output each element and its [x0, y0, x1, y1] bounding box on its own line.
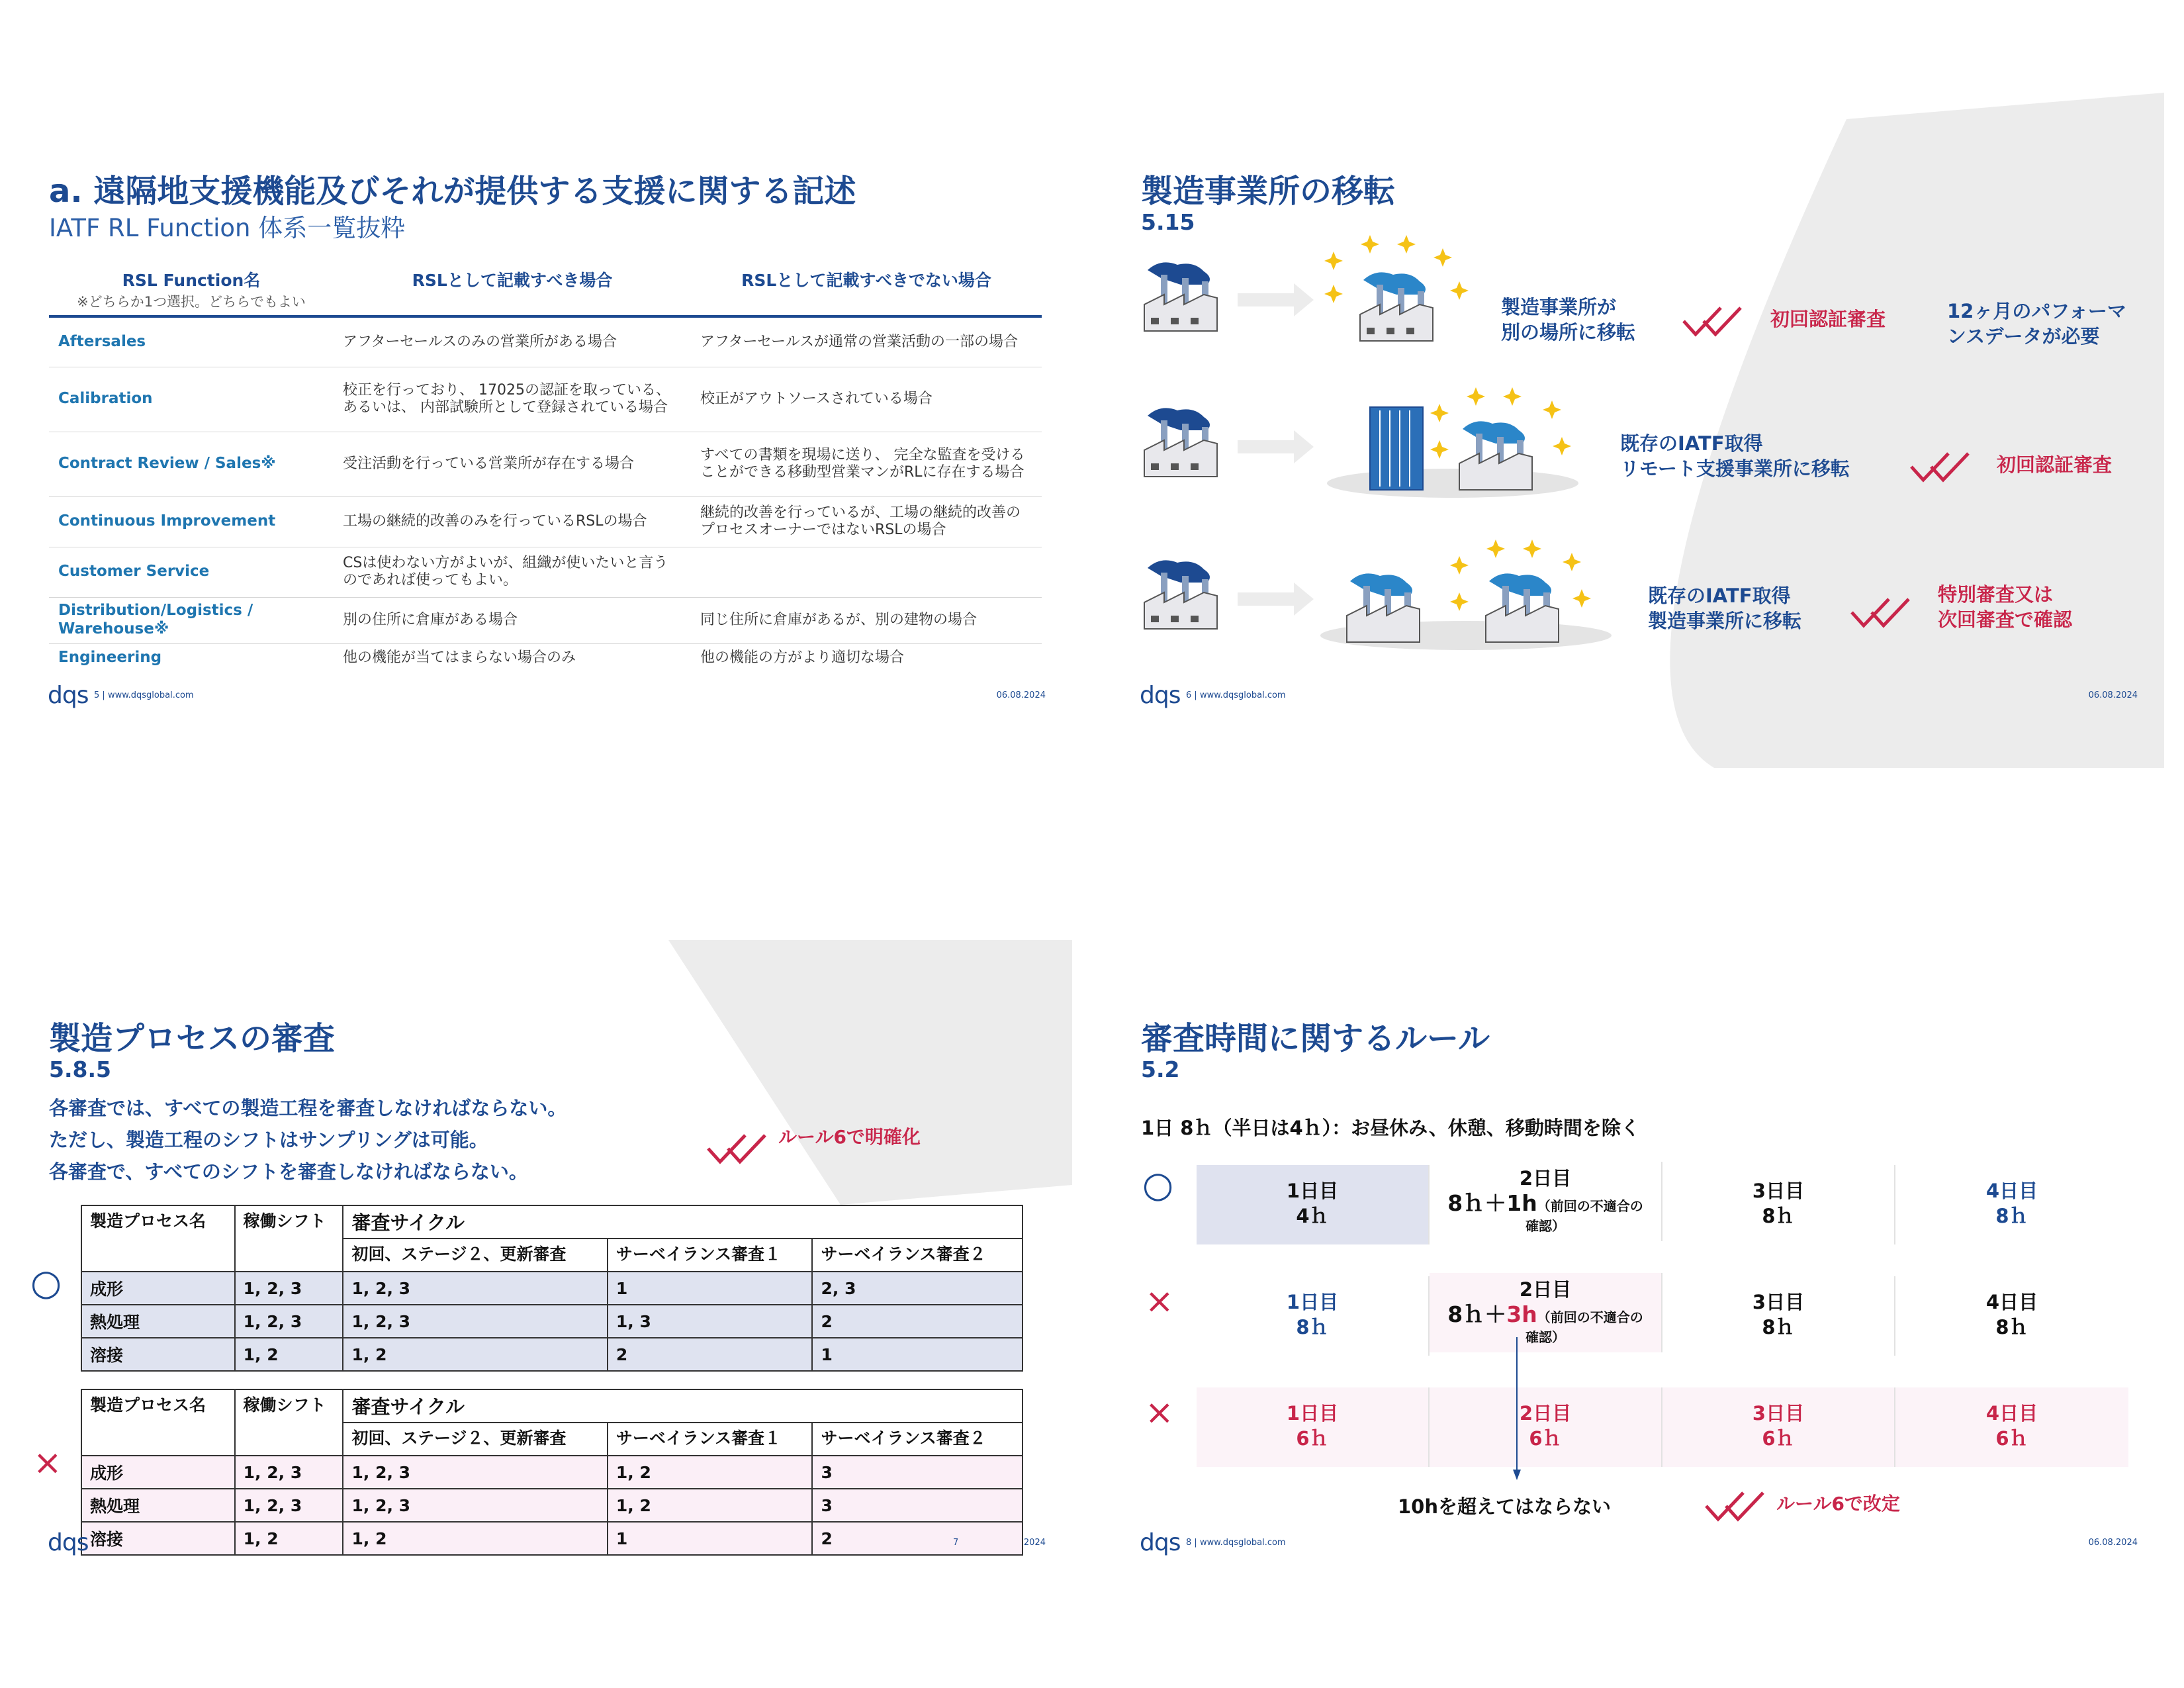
- factory-icon: [1141, 404, 1220, 480]
- day-hours: 8ｈ＋1h: [1447, 1190, 1537, 1216]
- check-icon: [1850, 596, 1913, 629]
- ng-mark: ×: [33, 1443, 62, 1483]
- table-row: [49, 547, 1042, 597]
- cell: 成形: [81, 1272, 235, 1305]
- case-yes: 工場の継続的改善のみを行っているRSLの場合: [334, 496, 691, 547]
- function-name: Contract Review / Sales※: [49, 432, 334, 496]
- function-name: Calibration: [49, 367, 334, 432]
- rule-note: ルール6で明確化: [778, 1126, 921, 1148]
- day-hours: 8ｈ: [1296, 1316, 1329, 1338]
- cell: 1, 2, 3: [235, 1489, 343, 1522]
- table-row: [49, 496, 1042, 547]
- footer-date: 2024: [1023, 1538, 1046, 1548]
- case-no: 継続的改善を行っているが、工場の継続的改善のプロセスオーナーではないRSLの場合: [691, 496, 1042, 547]
- arrow-right-icon: [1238, 583, 1314, 616]
- plan-ok-day-1: [1197, 1165, 1430, 1244]
- arrow-down-icon: [1512, 1337, 1522, 1483]
- move-case-3-result: [1938, 583, 2072, 632]
- table-row: [81, 1522, 1023, 1555]
- table-row: [49, 367, 1042, 432]
- table-row: [49, 643, 1042, 673]
- cell: 成形: [81, 1456, 235, 1489]
- label-line: 製造事業所が: [1501, 296, 1617, 318]
- footer-page: 8 | www.dqsglobal.com: [1186, 1538, 1286, 1548]
- day-label: 4日目: [1985, 1402, 2038, 1425]
- slide-6: [1118, 93, 2164, 768]
- header-process: 製造プロセス名: [81, 1205, 235, 1272]
- body-line: 各審査で、すべてのシフトを審査しなければならない。: [49, 1160, 528, 1183]
- day-hours: 8ｈ: [1995, 1316, 2028, 1338]
- ok-mark: ○: [1142, 1164, 1174, 1205]
- col-header-function: [49, 263, 334, 316]
- rsl-function-table: [49, 263, 1042, 673]
- cell: 2: [812, 1522, 1023, 1555]
- rule-note: ルール6で改定: [1776, 1493, 1900, 1515]
- move-case-3-label: [1648, 584, 1801, 633]
- slide7-section: 5.8.5: [49, 1056, 111, 1082]
- day-label: 1日目: [1286, 1402, 1339, 1425]
- table-row: [49, 316, 1042, 367]
- factory-icon: [1141, 258, 1220, 334]
- body-line: ただし、製造工程のシフトはサンプリングは可能。: [49, 1129, 488, 1151]
- two-factories-icon: [1317, 536, 1615, 652]
- footer-date: 06.08.2024: [2088, 1538, 2138, 1548]
- cell: 2: [608, 1338, 813, 1371]
- table-row: [49, 432, 1042, 496]
- case-yes: 別の住所に倉庫がある場合: [334, 597, 691, 643]
- page-number: 8: [1186, 1538, 1192, 1548]
- cell: 溶接: [81, 1338, 235, 1371]
- plan-ok-day-4: [1895, 1165, 2128, 1244]
- move-case-1-note: [1947, 299, 2126, 349]
- case-yes: 他の機能が当てはまらない場合のみ: [343, 649, 576, 667]
- header-cycle: 審査サイクル: [343, 1389, 1023, 1423]
- day-hours: 8ｈ: [1995, 1205, 2028, 1227]
- day-label: 4日目: [1985, 1291, 2038, 1313]
- cell: 1, 2: [235, 1338, 343, 1371]
- move-case-2-label: [1620, 432, 1850, 481]
- col-header-no: RSLとして記載すべきでない場合: [691, 263, 1042, 316]
- day-label: 1日目: [1286, 1291, 1339, 1313]
- case-no: 他の機能の方がより適切な場合: [700, 649, 905, 667]
- page-number: 5: [94, 690, 100, 700]
- cell: 1: [812, 1338, 1023, 1371]
- note-line: 12ヶ月のパフォーマ: [1947, 300, 2126, 322]
- plan-ng2-day-2: [1430, 1387, 1662, 1467]
- body-line: 各審査では、すべての製造工程を審査しなければならない。: [49, 1097, 567, 1119]
- slide7-body: [49, 1092, 567, 1188]
- check-icon: [707, 1132, 770, 1165]
- header-cycle: 審査サイクル: [343, 1205, 1023, 1239]
- slide5-title: a. 遠隔地支援機能及びそれが提供する支援に関する記述: [49, 173, 856, 210]
- function-name: Distribution/Logistics / Warehouse※: [49, 597, 334, 643]
- plan-ng1-day-1: [1197, 1276, 1430, 1356]
- day-hours-over: 3h: [1506, 1301, 1537, 1327]
- limit-text: 10hを超えてはならない: [1398, 1495, 1612, 1518]
- check-icon: [1682, 305, 1745, 338]
- header-initial: 初回、ステージ２、更新審査: [343, 1239, 607, 1272]
- header-shift: 稼働シフト: [235, 1205, 343, 1272]
- plan-ng1-day-2: [1430, 1273, 1662, 1352]
- footer-page: 5 | www.dqsglobal.com: [94, 690, 194, 700]
- footer-site: www.dqsglobal.com: [107, 690, 194, 700]
- table-row: [81, 1456, 1023, 1489]
- slide8-section: 5.2: [1141, 1056, 1180, 1082]
- case-no: アフターセールスが通常の営業活動の一部の場合: [691, 316, 1042, 367]
- label-line: 既存のIATF取得: [1620, 432, 1763, 455]
- page-number: 6: [1186, 690, 1192, 700]
- header-surv2: サーベイランス審査２: [812, 1423, 1023, 1456]
- case-no: 校正がアウトソースされている場合: [691, 367, 1042, 432]
- cell: 1, 2, 3: [235, 1305, 343, 1338]
- function-name: Customer Service: [49, 547, 334, 597]
- day-hours: 6ｈ: [1529, 1427, 1562, 1450]
- label-line: リモート支援事業所に移転: [1620, 457, 1850, 480]
- plan-ok-day-2: [1430, 1162, 1662, 1241]
- day-hours: 6ｈ: [1995, 1427, 2028, 1450]
- label-line: 別の場所に移転: [1501, 320, 1636, 344]
- day-label: 4日目: [1985, 1180, 2038, 1202]
- dqs-logo: dqs: [48, 1529, 89, 1556]
- arrow-right-icon: [1238, 430, 1314, 463]
- process-table-ok: [81, 1205, 1023, 1372]
- cell: 1, 2, 3: [235, 1456, 343, 1489]
- day-hours: 4ｈ: [1296, 1205, 1329, 1227]
- cell: 1, 2: [343, 1522, 607, 1555]
- day-hours: 6ｈ: [1296, 1427, 1329, 1450]
- slide-5: [26, 93, 1072, 768]
- footer-site: www.dqsglobal.com: [1199, 1538, 1286, 1548]
- label-line: 製造事業所に移転: [1648, 609, 1802, 632]
- cell: 1, 2, 3: [343, 1305, 607, 1338]
- footer-date: 06.08.2024: [996, 690, 1046, 700]
- case-yes: アフターセールスのみの営業所がある場合: [334, 316, 691, 367]
- cell: 3: [812, 1489, 1023, 1522]
- cell: 1, 2: [235, 1522, 343, 1555]
- case-yes: 校正を行っており、 17025の認証を取っている、あるいは、 内部試験所として登録されている場合: [334, 367, 691, 432]
- footer-page: [953, 1538, 958, 1548]
- cell: 1, 2, 3: [235, 1272, 343, 1305]
- table-row: [81, 1489, 1023, 1522]
- cell: 熱処理: [81, 1489, 235, 1522]
- day-extra: （前回の不適合の: [1537, 1309, 1643, 1325]
- case-no: [691, 547, 1042, 597]
- footer-page: 6 | www.dqsglobal.com: [1186, 690, 1286, 700]
- case-yes: 受注活動を行っている営業所が存在する場合: [334, 432, 691, 496]
- dqs-logo: dqs: [1140, 1529, 1181, 1556]
- page-number: 7: [953, 1538, 959, 1548]
- function-name: Aftersales: [49, 316, 334, 367]
- day-hours: 6ｈ: [1762, 1427, 1795, 1450]
- day-label: 2日目: [1519, 1402, 1572, 1425]
- table-row: [81, 1272, 1023, 1305]
- cell: 1: [608, 1272, 813, 1305]
- ok-mark: ○: [30, 1262, 62, 1303]
- slide8-title: 審査時間に関するルール: [1141, 1020, 1490, 1057]
- plan-ng2-day-4: [1895, 1387, 2128, 1467]
- day-hours: 8ｈ＋: [1447, 1301, 1507, 1327]
- cell: 1, 2, 3: [343, 1272, 607, 1305]
- col-header-function-note: ※どちらか1つ選択。どちらでもよい: [77, 294, 306, 310]
- label-line: 既存のIATF取得: [1648, 585, 1791, 607]
- cell: 1, 2, 3: [343, 1456, 607, 1489]
- case-no: 同じ住所に倉庫があるが、別の建物の場合: [691, 597, 1042, 643]
- factory-bright-icon: [1357, 268, 1436, 344]
- table-row: [81, 1305, 1023, 1338]
- footer-site: www.dqsglobal.com: [1199, 690, 1286, 700]
- rule-text: 1日 8ｈ（半日は4ｈ）：お昼休み、休憩、移動時間を除く: [1141, 1117, 1640, 1139]
- day-label: 2日目: [1519, 1167, 1572, 1190]
- function-name: Continuous Improvement: [49, 496, 334, 547]
- cell: 1: [608, 1522, 813, 1555]
- slide6-section: 5.15: [1141, 209, 1195, 235]
- dqs-logo: dqs: [48, 682, 89, 709]
- cell: 2: [812, 1305, 1023, 1338]
- slide5-subtitle: IATF RL Function 体系一覧抜粋: [49, 214, 406, 242]
- slide-8: [1118, 940, 2164, 1615]
- table-row: [81, 1338, 1023, 1371]
- cell: 1, 3: [608, 1305, 813, 1338]
- header-process: 製造プロセス名: [81, 1389, 235, 1456]
- header-initial: 初回、ステージ２、更新審査: [343, 1423, 607, 1456]
- table-row: [49, 597, 1042, 643]
- check-icon: [1910, 450, 1973, 483]
- move-case-1-result: 初回認証審査: [1770, 308, 1886, 330]
- day-label: 3日目: [1752, 1402, 1805, 1425]
- cell: 3: [812, 1456, 1023, 1489]
- cell: 1, 2: [343, 1338, 607, 1371]
- case-yes: CSは使わない方がよいが、組織が使いたいと言うのであれば使ってもよい。: [334, 547, 691, 597]
- footer-date: 06.08.2024: [2088, 690, 2138, 700]
- day-extra: 確認）: [1525, 1218, 1565, 1234]
- case-no: すべての書類を現場に送り、 完全な監査を受ける ことができる移動型営業マンがRLに存在する場合: [691, 432, 1042, 496]
- plan-ng2-day-3: [1662, 1387, 1895, 1467]
- move-case-1-label: [1501, 295, 1635, 345]
- result-line: 特別審査又は: [1938, 583, 2054, 606]
- cell: 1, 2, 3: [343, 1489, 607, 1522]
- ng-mark: ×: [1145, 1282, 1174, 1321]
- slide6-title: 製造事業所の移転: [1141, 173, 1396, 210]
- arrow-right-icon: [1238, 283, 1314, 316]
- slide-7: [26, 940, 1072, 1615]
- cell: 溶接: [81, 1522, 235, 1555]
- office-and-factory-icon: [1324, 384, 1588, 500]
- function-name: Engineering: [58, 649, 162, 667]
- day-hours: 8ｈ: [1762, 1205, 1795, 1227]
- cell: 2, 3: [812, 1272, 1023, 1305]
- day-extra: （前回の不適合の: [1537, 1198, 1643, 1214]
- plan-ng2-day-1: [1197, 1387, 1430, 1467]
- process-table-ng: [81, 1389, 1023, 1556]
- plan-ng1-day-3: [1662, 1276, 1895, 1356]
- cell: 1, 2: [608, 1456, 813, 1489]
- header-shift: 稼働シフト: [235, 1389, 343, 1456]
- header-surv1: サーベイランス審査１: [608, 1239, 813, 1272]
- col-header-yes: RSLとして記載すべき場合: [334, 263, 691, 316]
- day-label: 1日目: [1286, 1180, 1339, 1202]
- plan-ng1-day-4: [1895, 1276, 2128, 1356]
- day-hours: 8ｈ: [1762, 1316, 1795, 1338]
- plan-ok-day-3: [1662, 1165, 1895, 1244]
- day-label: 2日目: [1519, 1278, 1572, 1301]
- ng-mark: ×: [1145, 1393, 1174, 1432]
- cell: 1, 2: [608, 1489, 813, 1522]
- col-header-function-label: RSL Function名: [122, 271, 261, 290]
- cell: 熱処理: [81, 1305, 235, 1338]
- move-case-2-result: 初回認証審査: [1997, 453, 2113, 476]
- check-icon: [1705, 1489, 1768, 1523]
- dqs-logo: dqs: [1140, 682, 1181, 709]
- day-label: 3日目: [1752, 1180, 1805, 1202]
- day-extra: 確認）: [1525, 1329, 1565, 1345]
- header-surv2: サーベイランス審査２: [812, 1239, 1023, 1272]
- slide7-title: 製造プロセスの審査: [49, 1020, 336, 1057]
- day-label: 3日目: [1752, 1291, 1805, 1313]
- factory-icon: [1141, 556, 1220, 632]
- note-line: ンスデータが必要: [1947, 324, 2100, 348]
- result-line: 次回審査で確認: [1938, 608, 2073, 631]
- header-surv1: サーベイランス審査１: [608, 1423, 813, 1456]
